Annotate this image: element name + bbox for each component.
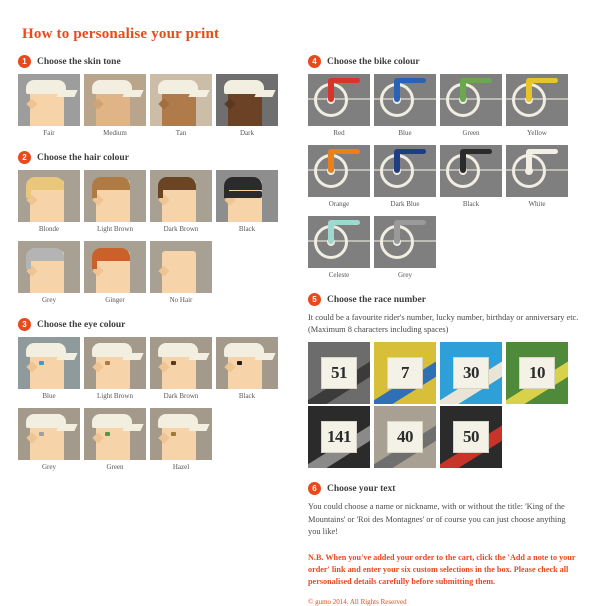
hair-swatch[interactable] — [150, 241, 212, 293]
list-item[interactable] — [308, 406, 370, 468]
eye-swatch[interactable] — [18, 408, 80, 460]
list-item[interactable] — [84, 241, 146, 308]
step-number-badge: 1 — [18, 55, 31, 68]
option-label: Dark Brown — [163, 392, 199, 400]
step-number-badge: 6 — [308, 482, 321, 495]
list-item[interactable] — [308, 74, 370, 141]
list-item[interactable] — [374, 342, 436, 404]
race-number-value: 10 — [519, 357, 555, 389]
bike-swatch[interactable] — [506, 145, 568, 197]
race-number-sample[interactable] — [506, 342, 568, 404]
bike-swatch[interactable] — [374, 216, 436, 268]
option-label: Light Brown — [97, 225, 133, 233]
hair-swatch[interactable] — [84, 241, 146, 293]
option-label: Grey — [42, 463, 56, 471]
step-number-badge: 3 — [18, 318, 31, 331]
section-title: Choose the eye colour — [37, 319, 126, 330]
option-label: Black — [238, 225, 256, 233]
bike-swatch[interactable] — [308, 74, 370, 126]
list-item[interactable] — [440, 145, 502, 212]
race-number-sample[interactable] — [440, 342, 502, 404]
section-bike-colour — [308, 55, 580, 283]
section-hair-colour — [18, 151, 290, 308]
eye-swatch[interactable] — [150, 337, 212, 389]
option-label: Orange — [328, 200, 350, 208]
race-number-value: 30 — [453, 357, 489, 389]
step-number-badge: 2 — [18, 151, 31, 164]
eye-swatch[interactable] — [84, 337, 146, 389]
skin-swatch[interactable] — [150, 74, 212, 126]
option-label: Medium — [103, 129, 127, 137]
hair-swatch[interactable] — [18, 170, 80, 222]
list-item[interactable] — [374, 145, 436, 212]
page-title: How to personalise your print — [22, 26, 220, 42]
option-label: Grey — [398, 271, 412, 279]
option-label: Green — [106, 463, 124, 471]
bike-swatch[interactable] — [308, 216, 370, 268]
skin-tone-options — [18, 74, 290, 141]
note-text: N.B. When you've added your order to the cart, click the 'Add a note to your order' link and enter your six custom selections in the box. Please check all personalised details carefully before submitting them. — [308, 552, 576, 586]
list-item[interactable] — [216, 337, 278, 404]
section-title: Choose the hair colour — [37, 152, 129, 163]
list-item[interactable] — [84, 170, 146, 237]
race-number-sample[interactable] — [308, 342, 370, 404]
bike-swatch[interactable] — [440, 74, 502, 126]
list-item[interactable] — [308, 145, 370, 212]
list-item[interactable] — [18, 170, 80, 237]
option-label: Dark Brown — [163, 225, 199, 233]
section-title: Choose the skin tone — [37, 56, 121, 67]
content-columns — [18, 55, 582, 606]
list-item[interactable] — [18, 241, 80, 308]
bike-swatch[interactable] — [374, 145, 436, 197]
eye-swatch[interactable] — [150, 408, 212, 460]
race-number-value: 51 — [321, 357, 357, 389]
list-item[interactable] — [150, 170, 212, 237]
option-label: Fair — [43, 129, 55, 137]
race-number-samples-row-2 — [308, 406, 580, 468]
option-label: No Hair — [169, 296, 193, 304]
eye-swatch[interactable] — [84, 408, 146, 460]
hair-colour-options — [18, 170, 290, 308]
bike-swatch[interactable] — [308, 145, 370, 197]
right-column — [308, 55, 580, 606]
list-item[interactable] — [216, 74, 278, 141]
skin-swatch[interactable] — [18, 74, 80, 126]
skin-swatch[interactable] — [84, 74, 146, 126]
bike-swatch[interactable] — [440, 145, 502, 197]
step-number-badge: 4 — [308, 55, 321, 68]
section-header — [308, 482, 580, 495]
option-label: Dark Blue — [390, 200, 420, 208]
section-title: Choose your text — [327, 483, 396, 494]
list-item[interactable] — [440, 342, 502, 404]
hair-swatch[interactable] — [84, 170, 146, 222]
section-race-number — [308, 293, 580, 468]
race-number-sample[interactable] — [374, 342, 436, 404]
option-label: White — [528, 200, 546, 208]
option-label: Hazel — [172, 463, 190, 471]
list-item[interactable] — [18, 408, 80, 475]
option-label: Yellow — [527, 129, 547, 137]
section-header — [308, 293, 580, 306]
list-item[interactable] — [440, 74, 502, 141]
option-label: Blue — [42, 392, 56, 400]
option-label: Ginger — [105, 296, 125, 304]
race-number-description: It could be a favourite rider's number, lucky number, birthday or anniversary etc. (Maximum 8 characters including spaces) — [308, 313, 579, 335]
race-number-sample[interactable] — [308, 406, 370, 468]
bike-swatch[interactable] — [506, 74, 568, 126]
list-item[interactable] — [374, 216, 436, 283]
list-item[interactable] — [84, 337, 146, 404]
race-number-value: 40 — [387, 421, 423, 453]
step-number-badge: 5 — [308, 293, 321, 306]
list-item[interactable] — [150, 241, 212, 308]
option-label: Celeste — [328, 271, 350, 279]
list-item[interactable] — [506, 74, 568, 141]
list-item[interactable] — [308, 216, 370, 283]
option-label: Black — [238, 392, 256, 400]
race-number-sample[interactable] — [374, 406, 436, 468]
option-label: Blonde — [38, 225, 60, 233]
skin-swatch[interactable] — [216, 74, 278, 126]
section-header — [308, 55, 580, 68]
option-label: Red — [333, 129, 345, 137]
hair-swatch[interactable] — [216, 170, 278, 222]
list-item[interactable] — [84, 74, 146, 141]
section-title: Choose the bike colour — [327, 56, 420, 67]
race-number-value: 141 — [321, 421, 357, 453]
section-header — [18, 318, 290, 331]
choose-text-description: You could choose a name or nickname, with or without the title: 'King of the Mountains' or 'Roi des Montagnes' or of course you can just choose anything you like! — [308, 502, 566, 536]
option-label: Grey — [42, 296, 56, 304]
section-header — [18, 55, 290, 68]
hair-swatch[interactable] — [150, 170, 212, 222]
list-item[interactable] — [150, 74, 212, 141]
section-eye-colour — [18, 318, 290, 475]
bike-colour-options — [308, 74, 580, 283]
eye-swatch[interactable] — [216, 337, 278, 389]
option-label: Green — [462, 129, 480, 137]
section-header — [18, 151, 290, 164]
option-label: Blue — [398, 129, 412, 137]
list-item[interactable] — [18, 337, 80, 404]
hair-swatch[interactable] — [18, 241, 80, 293]
section-title: Choose the race number — [327, 294, 426, 305]
section-skin-tone — [18, 55, 290, 141]
bike-swatch[interactable] — [374, 74, 436, 126]
eye-swatch[interactable] — [18, 337, 80, 389]
list-item[interactable] — [374, 74, 436, 141]
race-number-samples-row-1 — [308, 342, 580, 404]
list-item[interactable] — [506, 145, 568, 212]
option-label: Tan — [175, 129, 187, 137]
section-choose-text — [308, 482, 580, 538]
race-number-value: 7 — [387, 357, 423, 389]
option-label: Black — [462, 200, 480, 208]
eye-colour-options — [18, 337, 290, 475]
option-label: Dark — [240, 129, 254, 137]
list-item[interactable] — [440, 406, 502, 468]
list-item[interactable] — [216, 170, 278, 237]
list-item[interactable] — [18, 74, 80, 141]
list-item[interactable] — [374, 406, 436, 468]
left-column — [18, 55, 290, 606]
race-number-value: 50 — [453, 421, 489, 453]
race-number-sample[interactable] — [440, 406, 502, 468]
list-item[interactable] — [308, 342, 370, 404]
option-label: Light Brown — [97, 392, 133, 400]
list-item[interactable] — [150, 337, 212, 404]
list-item[interactable] — [150, 408, 212, 475]
copyright-text: © gumo 2014. All Rights Reserved — [308, 597, 407, 606]
list-item[interactable] — [84, 408, 146, 475]
list-item[interactable] — [506, 342, 568, 404]
